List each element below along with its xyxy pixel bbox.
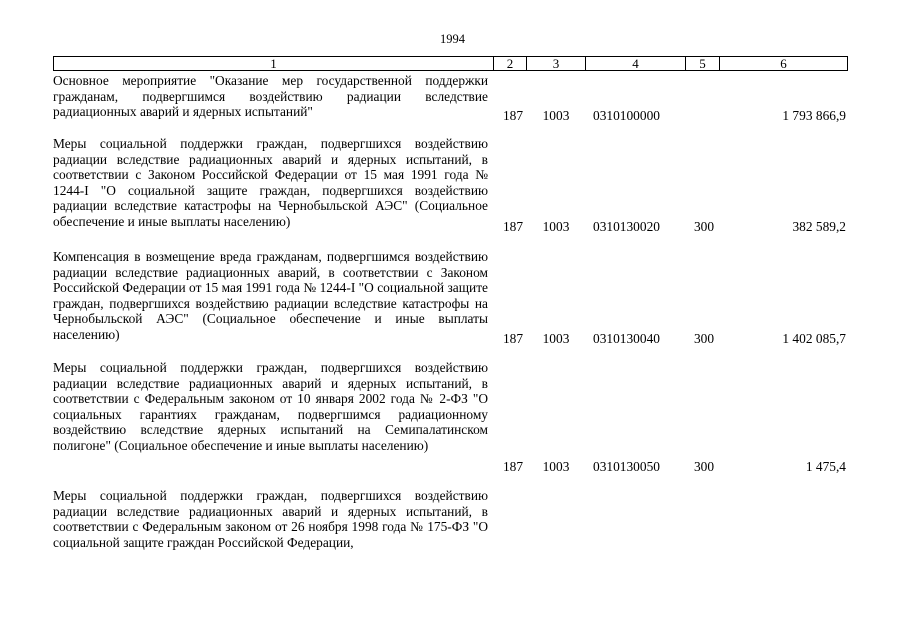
row-col-2: 187 (502, 331, 524, 346)
row-col-2: 187 (502, 459, 524, 474)
row-col-4: 0310130020 (593, 219, 660, 234)
row-col-2: 187 (502, 219, 524, 234)
header-col-6: 6 (719, 56, 848, 71)
row-col-3: 1003 (542, 219, 570, 234)
row-col-3: 1003 (542, 459, 570, 474)
header-col-5: 5 (685, 56, 720, 71)
row-col-5: 300 (693, 331, 715, 346)
row-description: Меры социальной поддержки граждан, подвергшихся воздействию радиации вследствие радиационных аварий и ядерных испытаний, в соответствии с Федеральным законом от 10 января 2002 года № 2-ФЗ "О социальных гарантиях гражданам, подвергшимся радиационному воздействию вследствие ядерных испытаний на Семипалатинском полигоне" (Социальное обеспечение и иные выплаты населению) (53, 360, 488, 453)
row-col-6: 1 475,4 (805, 459, 846, 474)
row-col-6: 1 402 085,7 (782, 331, 846, 346)
header-col-4: 4 (585, 56, 686, 71)
row-col-5: 300 (693, 219, 715, 234)
row-col-4: 0310100000 (593, 108, 660, 123)
row-col-2: 187 (502, 108, 524, 123)
row-col-6: 382 589,2 (792, 219, 846, 234)
row-col-6: 1 793 866,9 (782, 108, 846, 123)
header-col-1: 1 (53, 56, 494, 71)
row-description: Меры социальной поддержки граждан, подвергшихся воздействию радиации вследствие радиационных аварий и ядерных испытаний, в соответствии с Законом Российской Федерации от 15 мая 1991 года № 1244-I "О социальной защите граждан, подвергшихся воздействию радиации вследствие катастрофы на Чернобыльской АЭС" (Социальное обеспечение и иные выплаты населению) (53, 136, 488, 229)
header-col-3: 3 (526, 56, 586, 71)
row-description: Основное мероприятие "Оказание мер государственной поддержки гражданам, подвергшимся воздействию радиации вследствие радиационных аварий и ядерных испытаний" (53, 73, 488, 120)
row-col-5: 300 (693, 459, 715, 474)
row-col-3: 1003 (542, 108, 570, 123)
header-col-2: 2 (493, 56, 527, 71)
page-number: 1994 (440, 32, 465, 46)
row-col-4: 0310130040 (593, 331, 660, 346)
row-description: Меры социальной поддержки граждан, подвергшихся воздействию радиации вследствие радиационных аварий и ядерных испытаний, в соответствии с Федеральным законом от 26 ноября 1998 года № 175-ФЗ "О социальной защите граждан Российской Федерации, (53, 488, 488, 550)
row-description: Компенсация в возмещение вреда гражданам, подвергшимся воздействию радиации вследствие радиационных аварий, в соответствии с Законом Российской Федерации от 15 мая 1991 года № 1244-I "О социальной защите граждан, подвергшихся воздействию радиации вследствие катастрофы на Чернобыльской АЭС" (Социальное обеспечение и иные выплаты населению) (53, 249, 488, 342)
row-col-3: 1003 (542, 331, 570, 346)
row-col-4: 0310130050 (593, 459, 660, 474)
